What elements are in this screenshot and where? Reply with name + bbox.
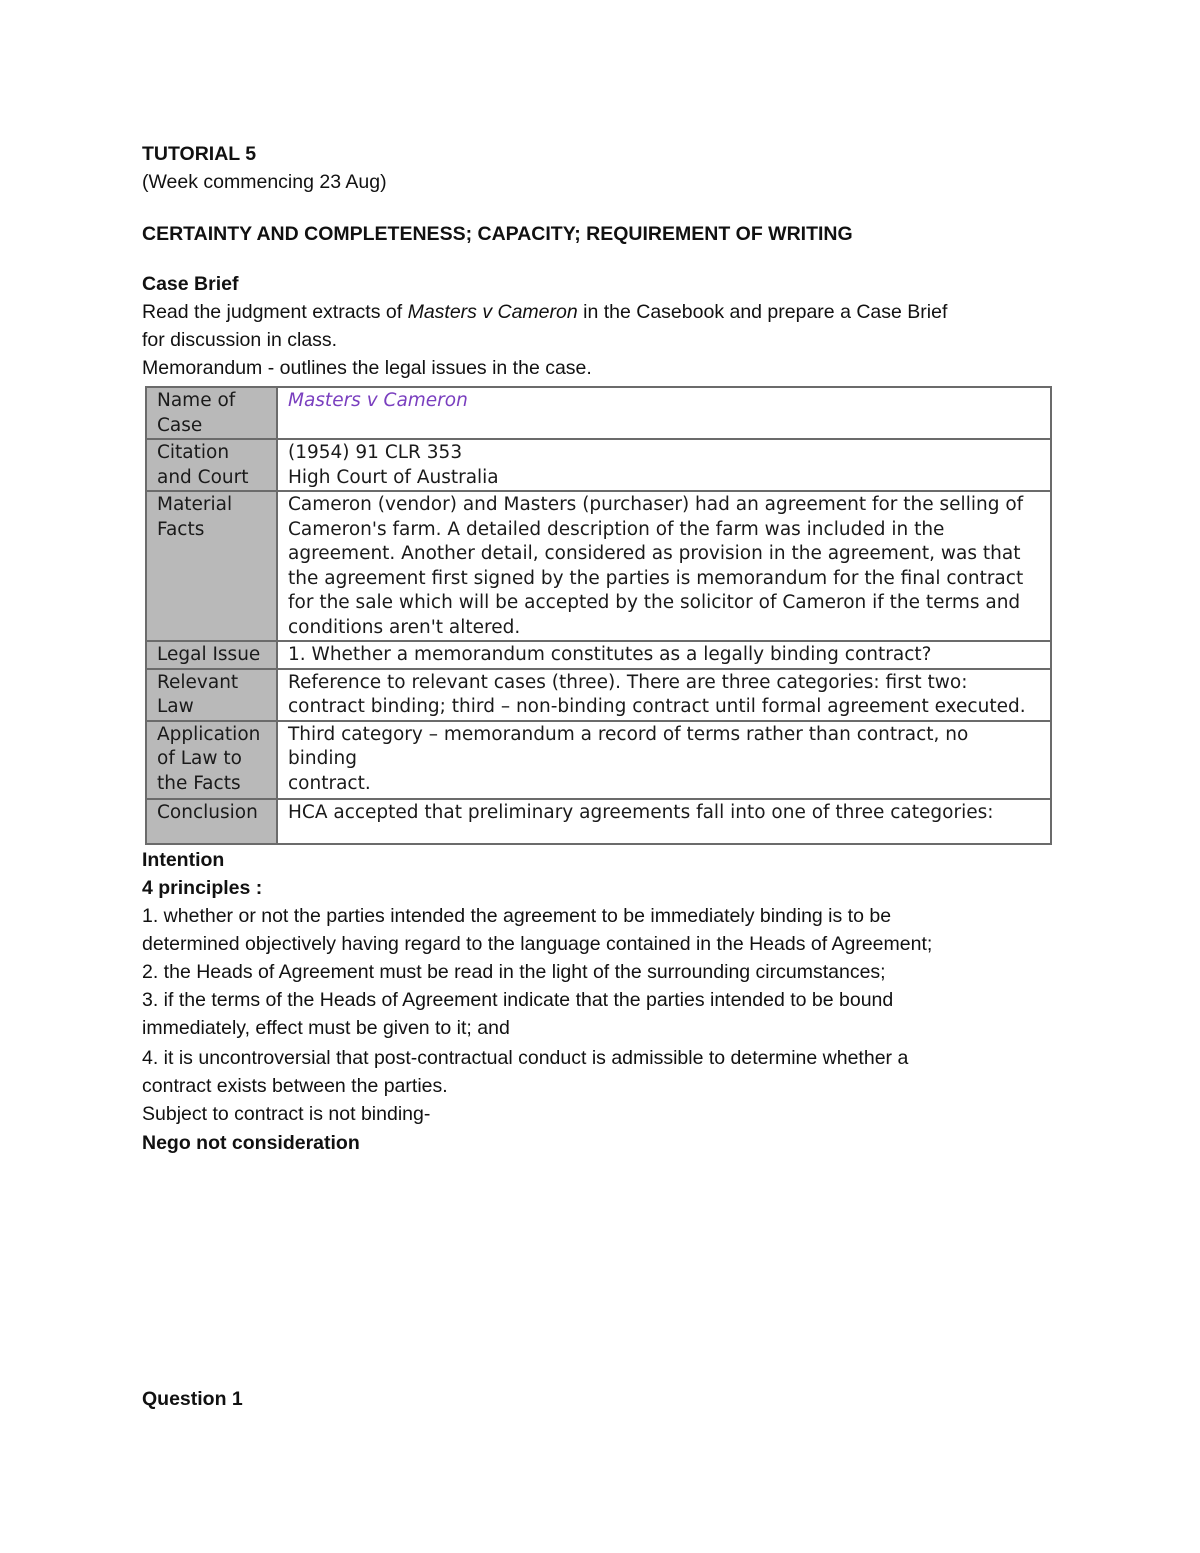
table-row: [146, 721, 1051, 799]
row-value-citation: (1954) 91 CLR 353 High Court of Australia: [277, 439, 1051, 491]
row-label-legal-issue: Legal Issue: [146, 641, 277, 669]
row-value-conclusion: HCA accepted that preliminary agreements fall into one of three categories:: [277, 799, 1051, 844]
table-row: [146, 439, 1051, 491]
row-label-name-of-case: Name of Case: [146, 387, 277, 439]
intention-heading: Intention: [142, 849, 225, 871]
row-label-relevant-law: Relevant Law: [146, 669, 277, 721]
row-value-relevant-law: Reference to relevant cases (three). There are three categories: first two: contract binding; third – non-binding contract until formal agreement executed.: [277, 669, 1051, 721]
table-row: [146, 641, 1051, 669]
principle-line: immediately, effect must be given to it; and: [142, 1017, 510, 1039]
case-brief-heading: Case Brief: [142, 273, 239, 295]
principle-line: 3. if the terms of the Heads of Agreement indicate that the parties intended to be bound: [142, 989, 894, 1011]
principle-line: 2. the Heads of Agreement must be read in the light of the surrounding circumstances;: [142, 961, 886, 983]
nego-line: Nego not consideration: [142, 1132, 360, 1154]
intro-suffix: in the Casebook and prepare a Case Brief: [577, 301, 948, 323]
memorandum-line: Memorandum - outlines the legal issues in the case.: [142, 357, 592, 379]
row-value-application: Third category – memorandum a record of terms rather than contract, no binding contract.: [277, 721, 1051, 799]
question-heading: Question 1: [142, 1388, 243, 1410]
row-label-material-facts: Material Facts: [146, 491, 277, 641]
principles-heading: 4 principles :: [142, 877, 263, 899]
principle-line: determined objectively having regard to the language contained in the Heads of Agreement;: [142, 933, 933, 955]
topic-heading: CERTAINTY AND COMPLETENESS; CAPACITY; REQUIREMENT OF WRITING: [142, 223, 853, 245]
intro-prefix: Read the judgment extracts of: [142, 301, 408, 323]
page-title: TUTORIAL 5: [142, 143, 257, 165]
row-label-conclusion: Conclusion: [146, 799, 277, 844]
principle-line: contract exists between the parties.: [142, 1075, 448, 1097]
principle-line: 1. whether or not the parties intended the agreement to be immediately binding is to be: [142, 905, 892, 927]
row-value-name-of-case: [277, 387, 1051, 439]
row-value-material-facts: Cameron (vendor) and Masters (purchaser) had an agreement for the selling of Cameron's farm. A detailed description of the farm was included in the agreement. Another detail, considered as provision in the agreement, was that the agreement first signed by the parties is memorandum for the final contract for the sale which will be accepted by the solicitor of Cameron if the terms and conditions aren't altered.: [277, 491, 1051, 641]
row-value-legal-issue: 1. Whether a memorandum constitutes as a legally binding contract?: [277, 641, 1051, 669]
table-row: [146, 669, 1051, 721]
table-row: [146, 799, 1051, 844]
row-label-application: Application of Law to the Facts: [146, 721, 277, 799]
subject-to-contract-line: Subject to contract is not binding-: [142, 1103, 431, 1125]
page-subtitle: (Week commencing 23 Aug): [142, 171, 387, 193]
case-brief-table: [145, 386, 1052, 845]
case-brief-intro-line2: for discussion in class.: [142, 329, 338, 351]
row-label-citation: Citation and Court: [146, 439, 277, 491]
table-row: [146, 491, 1051, 641]
table-row: [146, 387, 1051, 439]
case-name-value: Masters v Cameron: [288, 390, 468, 411]
intro-case-name: Masters v Cameron: [407, 301, 578, 323]
case-brief-intro: [142, 298, 947, 326]
principle-line: 4. it is uncontroversial that post-contractual conduct is admissible to determine whether a: [142, 1047, 909, 1069]
